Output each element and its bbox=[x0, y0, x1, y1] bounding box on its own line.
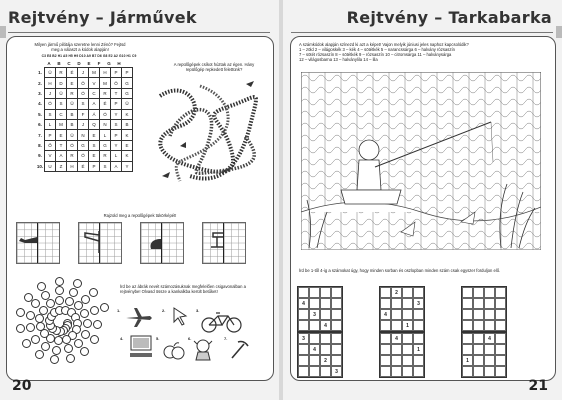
letter-cell[interactable]: Ó bbox=[67, 140, 78, 150]
sudoku-cell[interactable] bbox=[462, 344, 473, 355]
spiral-circle[interactable] bbox=[73, 279, 82, 288]
sudoku-cell[interactable] bbox=[380, 333, 391, 344]
letter-cell[interactable]: G bbox=[100, 140, 111, 150]
spiral-circle[interactable] bbox=[64, 344, 73, 353]
sudoku-cell[interactable]: 4 bbox=[320, 320, 331, 331]
letter-cell[interactable]: G bbox=[122, 88, 133, 98]
spiral-circle[interactable] bbox=[39, 306, 48, 315]
spiral-circle[interactable] bbox=[35, 314, 44, 323]
sudoku-cell[interactable] bbox=[402, 366, 413, 377]
plane-icon bbox=[124, 306, 154, 328]
title-underline bbox=[8, 32, 270, 33]
letter-cell[interactable]: S bbox=[78, 99, 89, 109]
sudoku-cell[interactable] bbox=[380, 344, 391, 355]
sudoku-cell[interactable] bbox=[413, 320, 424, 331]
sudoku-cell[interactable] bbox=[473, 298, 484, 309]
sudoku-cell[interactable] bbox=[495, 320, 506, 331]
sudoku-cell[interactable]: 3 bbox=[413, 298, 424, 309]
sudoku-cell[interactable]: 3 bbox=[298, 333, 309, 344]
letter-cell[interactable]: F bbox=[78, 109, 89, 119]
sudoku-cell[interactable] bbox=[484, 320, 495, 331]
sudoku-cell[interactable] bbox=[320, 298, 331, 309]
left-page-title: Rejtvény – Járművek bbox=[8, 8, 197, 27]
puzzle1-code: C3 E8 B2 H1 A5 H5 H9 D10 A9 B7 D6 G8 E2 A2 G10 H1 C9 bbox=[41, 54, 137, 58]
icon-number: 6. bbox=[188, 336, 192, 341]
sudoku-cell[interactable] bbox=[298, 355, 309, 366]
doll-icon bbox=[190, 338, 216, 364]
sudoku-cell[interactable] bbox=[320, 287, 331, 298]
letter-cell[interactable]: H bbox=[45, 78, 56, 88]
icon-number: 5. bbox=[156, 336, 160, 341]
sudoku-cell[interactable]: 4 bbox=[298, 298, 309, 309]
sudoku-instructions: Írd be 1-től 4-ig a számokat úgy, hogy minden sorban és oszlopban minden szám csak egyszer forduljon elő. bbox=[299, 268, 501, 273]
letter-cell[interactable]: P bbox=[111, 68, 122, 78]
spiral-circle[interactable] bbox=[55, 286, 64, 295]
letter-cell[interactable]: E bbox=[122, 140, 133, 150]
mirror-grid[interactable] bbox=[140, 222, 184, 264]
sudoku-cell[interactable]: 4 bbox=[309, 344, 320, 355]
sudoku-cell[interactable] bbox=[331, 344, 342, 355]
sudoku-cell[interactable] bbox=[320, 309, 331, 320]
letter-cell[interactable]: L bbox=[100, 130, 111, 140]
letter-cell[interactable]: Ó bbox=[78, 88, 89, 98]
icon-number: 7. bbox=[224, 336, 228, 341]
row-number: 8. bbox=[38, 142, 42, 148]
puzzle1-instructions: Milyen jármű pilótája szeretne lenni Zénó? Fejtsd meg a választ a kódok alapján! bbox=[34, 42, 126, 52]
letter-cell[interactable]: Q bbox=[89, 119, 100, 129]
spiral-circle[interactable] bbox=[52, 346, 61, 355]
spiral-circle[interactable] bbox=[80, 347, 89, 356]
sudoku-cell[interactable] bbox=[484, 344, 495, 355]
letter-cell[interactable]: K bbox=[122, 130, 133, 140]
sudoku-cell[interactable] bbox=[473, 333, 484, 344]
letter-cell[interactable]: Z bbox=[56, 161, 67, 171]
letter-cell[interactable]: A bbox=[89, 99, 100, 109]
letter-cell[interactable]: V bbox=[89, 78, 100, 88]
sudoku-cell[interactable] bbox=[309, 366, 320, 377]
sudoku-cell[interactable] bbox=[320, 333, 331, 344]
sudoku-cell[interactable] bbox=[298, 320, 309, 331]
spiral-circle[interactable] bbox=[35, 350, 44, 359]
row-number: 5. bbox=[38, 111, 42, 117]
spiral-circle[interactable] bbox=[55, 277, 64, 286]
letter-cell[interactable]: S bbox=[89, 140, 100, 150]
letter-cell[interactable]: Ü bbox=[67, 130, 78, 140]
puzzle4-instructions: Írd be az ábrák nevét számozásuknak megfelelően csigavonalban a rejtvénybe! Olvasd össze a kankalkba került betűket! bbox=[120, 284, 246, 294]
letter-cell[interactable]: A bbox=[111, 161, 122, 171]
letter-cell[interactable]: É bbox=[100, 99, 111, 109]
sudoku-cell[interactable] bbox=[309, 355, 320, 366]
sudoku-cell[interactable] bbox=[402, 309, 413, 320]
sudoku-cell[interactable] bbox=[391, 366, 402, 377]
letter-cell[interactable]: Ó bbox=[78, 151, 89, 161]
sudoku-cell[interactable]: 4 bbox=[380, 309, 391, 320]
sudoku-cell[interactable] bbox=[413, 355, 424, 366]
letter-cell[interactable]: B bbox=[122, 119, 133, 129]
letter-cell[interactable]: M bbox=[89, 68, 100, 78]
sudoku-cell[interactable] bbox=[380, 366, 391, 377]
letter-cell[interactable]: R bbox=[100, 88, 111, 98]
sudoku-cell[interactable] bbox=[309, 287, 320, 298]
sudoku-cell[interactable]: 3 bbox=[309, 309, 320, 320]
column-header: A bbox=[47, 61, 51, 66]
decorative-stripe bbox=[556, 26, 562, 38]
spiral-circle[interactable] bbox=[81, 295, 90, 304]
column-header: H bbox=[117, 61, 121, 66]
sudoku-cell[interactable] bbox=[309, 320, 320, 331]
coloring-picture[interactable] bbox=[301, 72, 541, 250]
sudoku-cell[interactable] bbox=[413, 366, 424, 377]
spiral-circle[interactable] bbox=[36, 322, 45, 331]
icon-number: 4. bbox=[120, 336, 124, 341]
row-number: 6. bbox=[38, 122, 42, 128]
letter-grid bbox=[36, 60, 133, 172]
column-header: G bbox=[107, 61, 111, 66]
sudoku-cell[interactable] bbox=[462, 366, 473, 377]
letter-cell[interactable]: N bbox=[100, 119, 111, 129]
letter-cell[interactable]: Y bbox=[111, 109, 122, 119]
letter-cell[interactable]: Ó bbox=[100, 109, 111, 119]
sudoku-cell[interactable] bbox=[473, 366, 484, 377]
sudoku-cell[interactable] bbox=[495, 366, 506, 377]
page-number: 21 bbox=[528, 378, 548, 394]
letter-cell[interactable]: M bbox=[100, 78, 111, 88]
right-page-title: Rejtvény – Tarkabarka bbox=[346, 8, 552, 27]
sudoku-cell[interactable]: 4 bbox=[484, 333, 495, 344]
sudoku-cell[interactable]: 2 bbox=[320, 355, 331, 366]
spiral-circle[interactable] bbox=[55, 296, 64, 305]
sudoku-cell[interactable]: 3 bbox=[331, 366, 342, 377]
letter-cell[interactable]: R bbox=[67, 151, 78, 161]
cursor-icon bbox=[170, 306, 192, 326]
sudoku-cell[interactable] bbox=[402, 298, 413, 309]
spiral-circle[interactable] bbox=[54, 336, 63, 345]
spiral-puzzle[interactable] bbox=[14, 278, 114, 368]
letter-cell[interactable]: K bbox=[122, 151, 133, 161]
mirror-grid[interactable] bbox=[16, 222, 60, 264]
letter-cell[interactable]: Y bbox=[122, 161, 133, 171]
letter-cell[interactable]: E bbox=[56, 130, 67, 140]
letter-cell[interactable]: S bbox=[111, 119, 122, 129]
mirror-grid[interactable] bbox=[78, 222, 122, 264]
spiral-circle[interactable] bbox=[83, 319, 92, 328]
sudoku-cell[interactable] bbox=[331, 287, 342, 298]
letter-cell[interactable]: Ü bbox=[67, 99, 78, 109]
letter-cell[interactable]: Ü bbox=[122, 99, 133, 109]
sudoku-cell[interactable] bbox=[298, 344, 309, 355]
sudoku-cell[interactable] bbox=[380, 320, 391, 331]
column-header: F bbox=[97, 61, 101, 66]
row-number: 3. bbox=[38, 90, 42, 96]
letter-cell[interactable]: K bbox=[122, 109, 133, 119]
sudoku-cell[interactable] bbox=[380, 298, 391, 309]
letter-cell[interactable]: D bbox=[56, 78, 67, 88]
letter-cell[interactable]: Ó bbox=[45, 99, 56, 109]
sudoku-cell[interactable] bbox=[320, 344, 331, 355]
sudoku-cell[interactable] bbox=[473, 344, 484, 355]
spiral-circle[interactable] bbox=[31, 335, 40, 344]
sudoku-cell[interactable] bbox=[462, 320, 473, 331]
spiral-circle[interactable] bbox=[69, 288, 78, 297]
title-underline bbox=[291, 32, 553, 33]
spiral-circle[interactable] bbox=[22, 339, 31, 348]
sudoku-cell[interactable]: 1 bbox=[413, 344, 424, 355]
sudoku-cell[interactable] bbox=[495, 355, 506, 366]
letter-cell[interactable]: H bbox=[67, 161, 78, 171]
letter-cell[interactable]: E bbox=[89, 130, 100, 140]
sudoku-cell[interactable] bbox=[331, 333, 342, 344]
sudoku-cell[interactable] bbox=[495, 309, 506, 320]
row-number: 4. bbox=[38, 101, 42, 107]
letter-cell[interactable]: G bbox=[122, 78, 133, 88]
sudoku-cell[interactable]: 1 bbox=[462, 355, 473, 366]
sudoku-cell[interactable] bbox=[298, 287, 309, 298]
spiral-circle[interactable] bbox=[81, 330, 90, 339]
sudoku-cell[interactable] bbox=[462, 298, 473, 309]
letter-cell[interactable]: C bbox=[56, 109, 67, 119]
sudoku-grid bbox=[297, 332, 343, 378]
row-number: 9. bbox=[38, 153, 42, 159]
sudoku-grid bbox=[379, 332, 425, 378]
left-page bbox=[0, 0, 279, 400]
sudoku-cell[interactable] bbox=[402, 287, 413, 298]
letter-cell[interactable]: J bbox=[45, 88, 56, 98]
letter-cell[interactable]: J bbox=[78, 68, 89, 78]
column-header: C bbox=[67, 61, 71, 66]
sudoku-cell[interactable] bbox=[484, 309, 495, 320]
page-number: 20 bbox=[12, 378, 32, 394]
spiral-circle[interactable] bbox=[62, 335, 71, 344]
sudoku-cell[interactable]: 1 bbox=[402, 320, 413, 331]
sudoku-cell[interactable] bbox=[462, 309, 473, 320]
letter-cell[interactable]: R bbox=[56, 68, 67, 78]
spiral-circle[interactable] bbox=[90, 335, 99, 344]
color-key-line: 7 – sötét rózsaszín 8 – sötétkék 9 – rózsaszín 10 – citromsárga 11 – halványsárga bbox=[299, 52, 452, 57]
sudoku-cell[interactable] bbox=[402, 355, 413, 366]
sudoku-cell[interactable] bbox=[413, 287, 424, 298]
column-header: E bbox=[87, 61, 91, 66]
sudoku-cell[interactable] bbox=[380, 355, 391, 366]
letter-cell[interactable]: P bbox=[111, 99, 122, 109]
sudoku-cell[interactable] bbox=[484, 287, 495, 298]
letter-cell[interactable]: P bbox=[89, 161, 100, 171]
letter-cell[interactable]: T bbox=[111, 88, 122, 98]
sudoku-cell[interactable] bbox=[495, 298, 506, 309]
sudoku-cell[interactable] bbox=[309, 298, 320, 309]
coloring-instructions bbox=[299, 42, 549, 62]
sudoku-cell[interactable] bbox=[484, 366, 495, 377]
letter-cell[interactable]: Ü bbox=[45, 68, 56, 78]
sudoku-cell[interactable] bbox=[495, 344, 506, 355]
sudoku-cell[interactable] bbox=[331, 309, 342, 320]
letter-cell[interactable]: Á bbox=[89, 109, 100, 119]
sudoku-cell[interactable] bbox=[391, 320, 402, 331]
spiral-circle[interactable] bbox=[26, 323, 35, 332]
spiral-circle[interactable] bbox=[100, 303, 109, 312]
sudoku-cell[interactable] bbox=[391, 298, 402, 309]
puzzle2-instructions: A repülőgépek csíkot húztak az égen. Hány repülőgép repkedett felettünk? bbox=[173, 62, 255, 72]
spiral-circle[interactable] bbox=[50, 355, 59, 364]
sudoku-cell[interactable]: 2 bbox=[391, 287, 402, 298]
letter-cell[interactable]: Y bbox=[111, 140, 122, 150]
letter-cell[interactable]: P bbox=[45, 130, 56, 140]
sudoku-cell[interactable] bbox=[462, 333, 473, 344]
spiral-circle[interactable] bbox=[65, 297, 74, 306]
sudoku-grid bbox=[297, 286, 343, 332]
spiral-circle[interactable] bbox=[89, 288, 98, 297]
spiral-circle[interactable] bbox=[41, 291, 50, 300]
sudoku-cell[interactable] bbox=[495, 287, 506, 298]
letter-cell[interactable]: P bbox=[122, 68, 133, 78]
color-key-line: 12 – világosbarna 13 – halványlila 14 – lila bbox=[299, 57, 378, 62]
sudoku-cell[interactable] bbox=[380, 287, 391, 298]
spiral-circle[interactable] bbox=[93, 320, 102, 329]
right-page bbox=[283, 0, 562, 400]
letter-cell[interactable]: N bbox=[78, 130, 89, 140]
sudoku-cell[interactable] bbox=[331, 320, 342, 331]
letter-cell[interactable]: Ő bbox=[45, 140, 56, 150]
sudoku-cell[interactable] bbox=[473, 320, 484, 331]
spiral-circle[interactable] bbox=[31, 299, 40, 308]
sudoku-cell[interactable] bbox=[298, 309, 309, 320]
sudoku-cell[interactable] bbox=[413, 309, 424, 320]
sudoku-cell[interactable] bbox=[473, 309, 484, 320]
decorative-stripe bbox=[0, 26, 6, 38]
letter-cell[interactable]: C bbox=[89, 88, 100, 98]
sudoku-cell[interactable] bbox=[391, 355, 402, 366]
letter-cell[interactable]: Ü bbox=[56, 88, 67, 98]
letter-cell[interactable]: R bbox=[67, 88, 78, 98]
letter-cell[interactable]: B bbox=[67, 109, 78, 119]
spiral-circle[interactable] bbox=[16, 324, 25, 333]
column-header: B bbox=[57, 61, 61, 66]
sudoku-cell[interactable] bbox=[473, 355, 484, 366]
letter-cell[interactable]: L bbox=[45, 119, 56, 129]
letter-cell[interactable]: H bbox=[100, 68, 111, 78]
spiral-circle[interactable] bbox=[16, 308, 25, 317]
tangled-trails-icon bbox=[150, 76, 268, 188]
computer-icon bbox=[128, 334, 156, 360]
pickaxe-icon bbox=[228, 338, 250, 362]
sudoku-cell[interactable] bbox=[462, 287, 473, 298]
sudoku-grid bbox=[461, 332, 507, 378]
letter-cell[interactable]: V bbox=[45, 151, 56, 161]
row-number: 1. bbox=[38, 70, 42, 76]
fruit-icon bbox=[162, 340, 186, 362]
letter-cell[interactable]: É bbox=[78, 161, 89, 171]
spiral-circle[interactable] bbox=[26, 311, 35, 320]
sudoku-grid bbox=[461, 286, 507, 332]
letter-cell[interactable]: S bbox=[56, 99, 67, 109]
sudoku-cell[interactable] bbox=[495, 333, 506, 344]
icon-number: 1. bbox=[117, 308, 121, 313]
puzzle3-instructions: Rajzold meg a repülőgépek tükörképét! bbox=[103, 213, 177, 218]
sudoku-cell[interactable] bbox=[402, 333, 413, 344]
icon-number: 2. bbox=[162, 308, 166, 313]
spiral-circle[interactable] bbox=[46, 299, 55, 308]
sudoku-cell[interactable] bbox=[331, 298, 342, 309]
letter-cell[interactable]: U bbox=[45, 161, 56, 171]
sudoku-cell[interactable] bbox=[484, 298, 495, 309]
sudoku-cell[interactable] bbox=[484, 355, 495, 366]
row-number: 2. bbox=[38, 80, 42, 86]
sudoku-grid bbox=[379, 286, 425, 332]
letter-cell[interactable]: R bbox=[100, 151, 111, 161]
letter-cell[interactable]: Ö bbox=[111, 78, 122, 88]
letter-cell[interactable]: J bbox=[78, 119, 89, 129]
letter-cell[interactable]: É bbox=[67, 68, 78, 78]
sudoku-cell[interactable] bbox=[413, 333, 424, 344]
spiral-circle[interactable] bbox=[37, 282, 46, 291]
letter-cell[interactable]: B bbox=[67, 119, 78, 129]
letter-cell[interactable]: G bbox=[78, 140, 89, 150]
sudoku-cell[interactable] bbox=[402, 344, 413, 355]
letter-cell[interactable]: T bbox=[56, 140, 67, 150]
sudoku-cell[interactable]: 4 bbox=[391, 333, 402, 344]
letter-cell[interactable]: E bbox=[67, 78, 78, 88]
row-number: 7. bbox=[38, 132, 42, 138]
sudoku-cell[interactable] bbox=[331, 355, 342, 366]
bicycle-icon bbox=[200, 310, 244, 334]
letter-cell[interactable]: S bbox=[100, 161, 111, 171]
sudoku-cell[interactable] bbox=[309, 333, 320, 344]
spiral-circle[interactable] bbox=[90, 306, 99, 315]
column-header: D bbox=[77, 61, 81, 66]
letter-cell[interactable]: S bbox=[45, 109, 56, 119]
row-number: 10. bbox=[36, 163, 44, 169]
spiral-circle[interactable] bbox=[24, 293, 33, 302]
letter-cell[interactable]: P bbox=[111, 130, 122, 140]
spiral-circle[interactable] bbox=[66, 354, 75, 363]
spiral-circle[interactable] bbox=[80, 309, 89, 318]
letter-cell[interactable]: L bbox=[111, 151, 122, 161]
letter-cell[interactable]: A bbox=[56, 151, 67, 161]
letter-cell[interactable]: Ö bbox=[78, 78, 89, 88]
icon-number: 3. bbox=[196, 308, 200, 313]
letter-cell[interactable]: E bbox=[89, 151, 100, 161]
sudoku-cell[interactable] bbox=[298, 366, 309, 377]
letter-cell[interactable]: M bbox=[56, 119, 67, 129]
color-key-line: 1 – zöld 2 – világoskék 3 – kék 4 – sötétkék 5 – narancssárga 6 – halvány rózsaszín bbox=[299, 47, 455, 52]
sudoku-cell[interactable] bbox=[391, 344, 402, 355]
coloring-intro: A számkódok alapján színezd ki azt a képet! Vajon melyik júniusi jeles naphoz kapcsolódik? bbox=[299, 42, 469, 47]
sudoku-cell[interactable] bbox=[320, 366, 331, 377]
sudoku-cell[interactable] bbox=[391, 309, 402, 320]
mirror-grid[interactable] bbox=[202, 222, 246, 264]
sudoku-cell[interactable] bbox=[473, 287, 484, 298]
